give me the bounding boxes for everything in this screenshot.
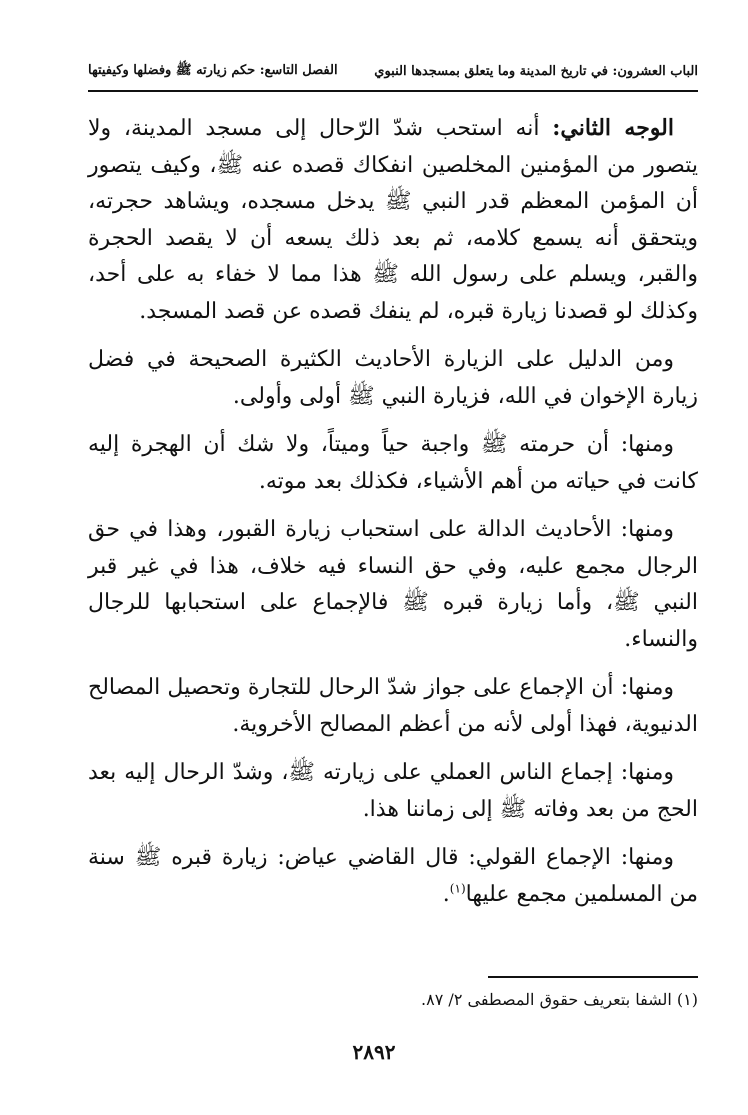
main-text [88, 110, 698, 925]
paragraph [88, 670, 698, 743]
paragraph-text: ومنها: إجماع الناس العملي على زيارته ﷺ، وشدّ الرحال إليه بعد الحج من بعد وفاته ﷺ إلى زماننا هذا. [88, 760, 698, 822]
paragraph [88, 755, 698, 828]
paragraph [88, 110, 698, 330]
paragraph-text: ومن الدليل على الزيارة الأحاديث الكثيرة الصحيحة في فضل زيارة الإخوان في الله، فزيارة النبي ﷺ أولى وأولى. [88, 347, 698, 409]
paragraph-text: ومنها: أن الإجماع على جواز شدّ الرحال للتجارة وتحصيل المصالح الدنيوية، فهذا أولى لأنه من أعظم المصالح الأخروية. [88, 675, 698, 737]
footnote-reference: (١) [449, 881, 466, 896]
paragraph [88, 342, 698, 415]
page-number: ٢٨٩٢ [352, 1040, 396, 1064]
paragraph-text: ومنها: أن حرمته ﷺ واجبة حياً وميتاً، ولا شك أن الهجرة إليه كانت في حياته من أهم الأشياء، فكذلك بعد موته. [88, 432, 698, 494]
paragraph [88, 512, 698, 658]
paragraph [88, 840, 698, 913]
header-section-title: الفصل التاسع: حكم زيارته ﷺ وفضلها وكيفيتها [88, 62, 338, 78]
paragraph-tail: . [442, 881, 450, 907]
paragraph-text: ومنها: الأحاديث الدالة على استحباب زيارة القبور، وهذا في حق الرجال مجمع عليه، وفي حق النساء فيه خلاف، هذا في غير قبر النبي ﷺ، وأما زيارة قبره ﷺ فالإجماع على استحبابها للرجال والنساء. [88, 517, 698, 652]
paragraph [88, 427, 698, 500]
header-chapter-title: الباب العشرون: في تاريخ المدينة وما يتعلق بمسجدها النبوي [374, 63, 698, 79]
header-divider [88, 90, 698, 92]
paragraph-lead: الوجه الثاني: [552, 115, 674, 141]
paragraph-text: ومنها: الإجماع القولي: قال القاضي عياض: زيارة قبره ﷺ سنة من المسلمين مجمع عليها [88, 845, 698, 907]
running-header [88, 56, 698, 86]
paragraph-text: أنه استحب شدّ الرّحال إلى مسجد المدينة، ولا يتصور من المؤمنين المخلصين انفكاك قصده عنه ﷺ، وكيف يتصور أن المؤمن المعظم قدر النبي ﷺ يدخل مسجده، ويشاهد حجرته، ويتحقق أنه يسمع كلامه، ثم بعد ذلك يسعه أن لا يقصد الحجرة والقبر، ويسلم على رسول الله ﷺ هذا مما لا خفاء به على أحد، وكذلك لو قصدنا زيارة قبره، لم ينفك قصده عن قصد المسجد. [88, 116, 698, 324]
footnote-divider [488, 976, 698, 978]
footnote: (١) الشفا بتعريف حقوق المصطفى ٢/ ٨٧. [421, 990, 698, 1009]
